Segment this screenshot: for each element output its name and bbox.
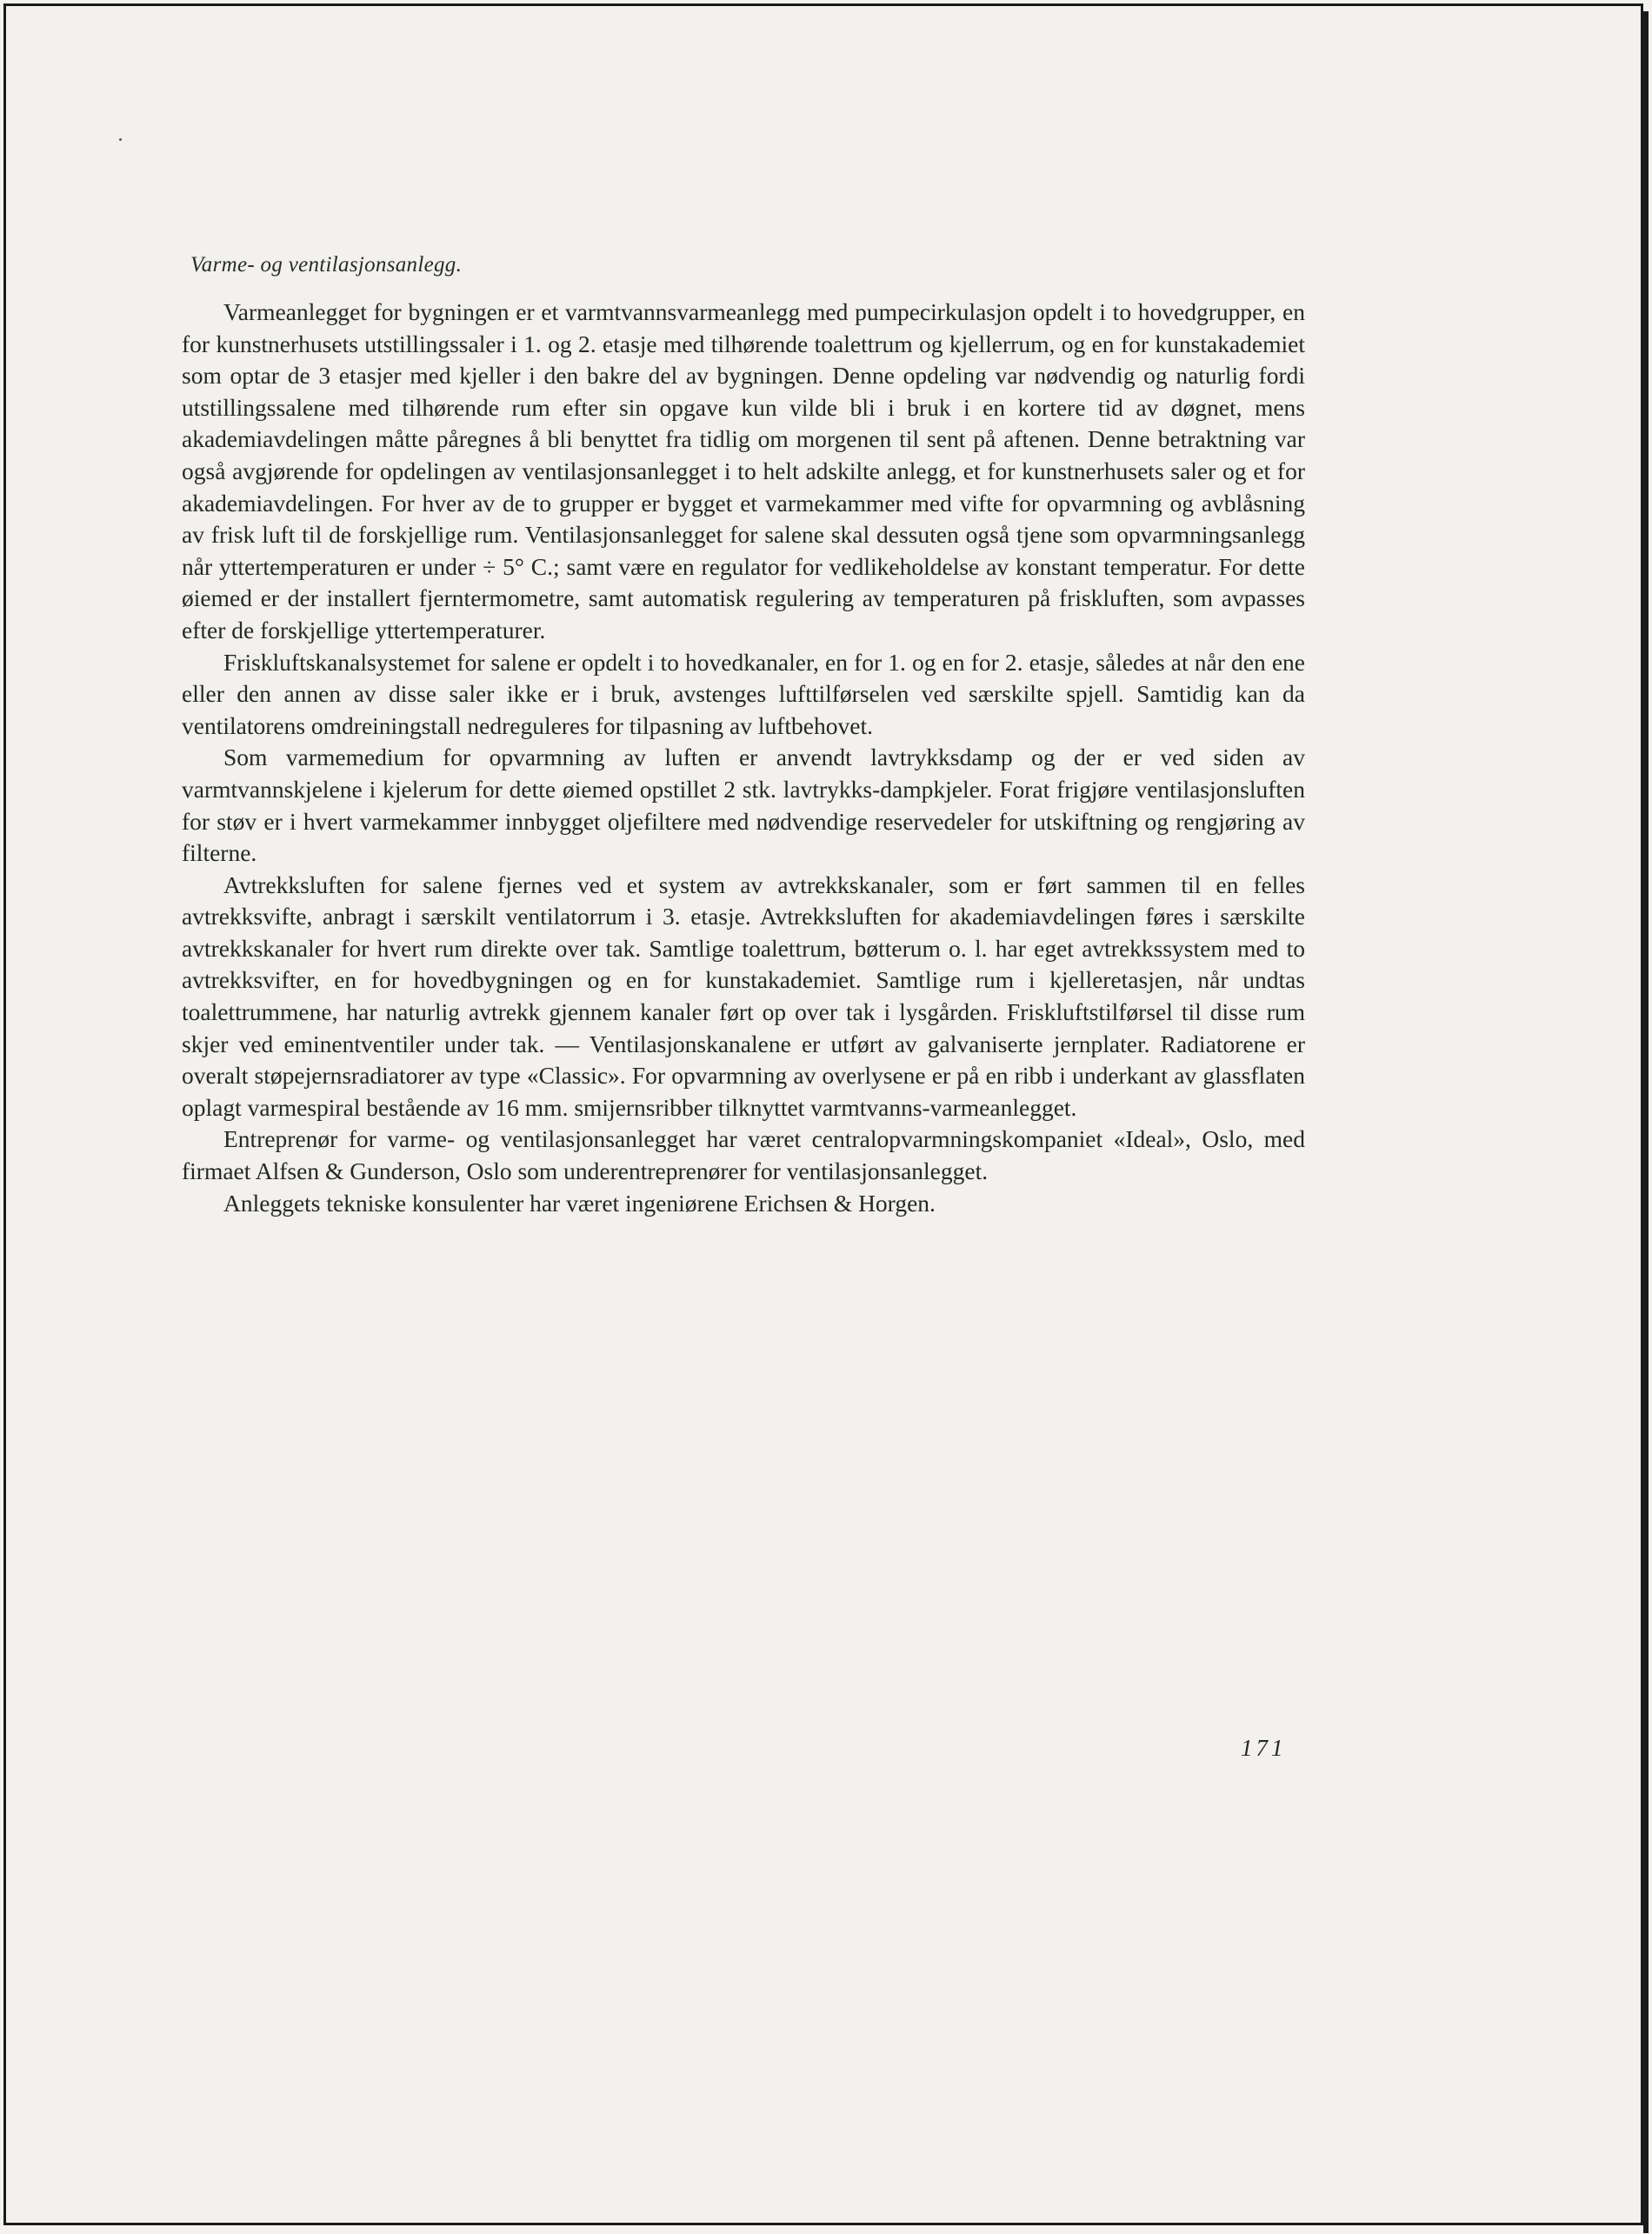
page-number: 171 <box>1241 1735 1287 1761</box>
paragraph: Anleggets tekniske konsulenter har været ingeniørene Erichsen & Horgen. <box>223 1189 936 1217</box>
paper-speck <box>119 138 122 141</box>
section-heading: Varme- og ventilasjonsanlegg. <box>190 253 463 277</box>
page-frame <box>3 3 1643 2225</box>
body-text <box>182 297 1305 1219</box>
paragraph: Avtrekksluften for salene fjernes ved et system av avtrekkskanaler, som er ført sammen til en felles avtrekksvifte, anbragt i særskilt ventilatorrum i 3. etasje. Avtrekksluften for akademiavdelingen føres i særskilte avtrekkskanaler for hvert rum direkte over tak. Samtlige toalettrum, bøtterum o. l. har eget avtrekkssystem med to avtrekksvifter, en for hovedbygningen og en for kunstakademiet. Samtlige rum i kjelleretasjen, når undtas toalettrummene, har naturlig avtrekk gjennem kanaler ført op over tak i lysgården. Friskluftstilførsel til disse rum skjer ved eminentventiler under tak. — Ventilasjonskanalene er utført av galvaniserte jernplater. Radiatorene er overalt støpejernsradiatorer av type «Classic». For opvarmning av overlysene er på en ribb i underkant av glassflaten oplagt varmespiral bestående av 16 mm. smijernsribber tilknyttet varmtvanns-varmeanlegget. <box>182 870 1305 1121</box>
paragraph: Som varmemedium for opvarmning av luften er anvendt lavtrykksdamp og der er ved siden av varmtvannskjelene i kjelerum for dette øiemed opstillet 2 stk. lavtrykks-dampkjeler. Forat frigjøre ventilasjonsluften for støv er i hvert varmekammer innbygget oljefiltere med nødvendige reservedeler for utskiftning og rengjøring av filterne. <box>182 744 1305 867</box>
paragraph: Varmeanlegget for bygningen er et varmtvannsvarmeanlegg med pumpecirkulasjon opdelt i to hovedgrupper, en for kunstnerhusets utstillingssaler i 1. og 2. etasje med tilhørende toalettrum og kjellerrum, og en for kunstakademiet som optar de 3 etasjer med kjeller i den bakre del av bygningen. Denne opdeling var nødvendig og naturlig fordi utstillingssalene med tilhørende rum efter sin opgave kun vilde bli i bruk i en kortere tid av døgnet, mens akademiavdelingen måtte påregnes å bli benyttet fra tidlig om morgenen til sent på aftenen. Denne betraktning var også avgjørende for opdelingen av ventilasjonsanlegget i to helt adskilte anlegg, et for kunstnerhusets saler og et for akademiavdelingen. For hver av de to grupper er bygget et varmekammer med vifte for opvarmning og avblåsning av frisk luft til de forskjellige rum. Ventilasjonsanlegget for salene skal dessuten også tjene som opvarmningsanlegg når yttertemperaturen er under ÷ 5° C.; samt være en regulator for vedlikeholdelse av konstant temperatur. For dette øiemed er der installert fjerntermometre, samt automatisk regulering av temperaturen på friskluften, som avpasses efter de forskjellige yttertemperaturer. <box>182 298 1305 644</box>
paragraph: Friskluftskanalsystemet for salene er opdelt i to hovedkanaler, en for 1. og en for 2. etasje, således at når den ene eller den annen av disse saler ikke er i bruk, avstenges lufttilførselen ved særskilte spjell. Samtidig kan da ventilatorens omdreiningstall nedreguleres for tilpasning av luftbehovet. <box>182 648 1305 739</box>
paragraph: Entreprenør for varme- og ventilasjonsanlegget har været centralopvarmningskompaniet «Ideal», Oslo, med firmaet Alfsen & Gunderson, Oslo som underentreprenører for ventilasjonsanlegget. <box>182 1125 1305 1185</box>
